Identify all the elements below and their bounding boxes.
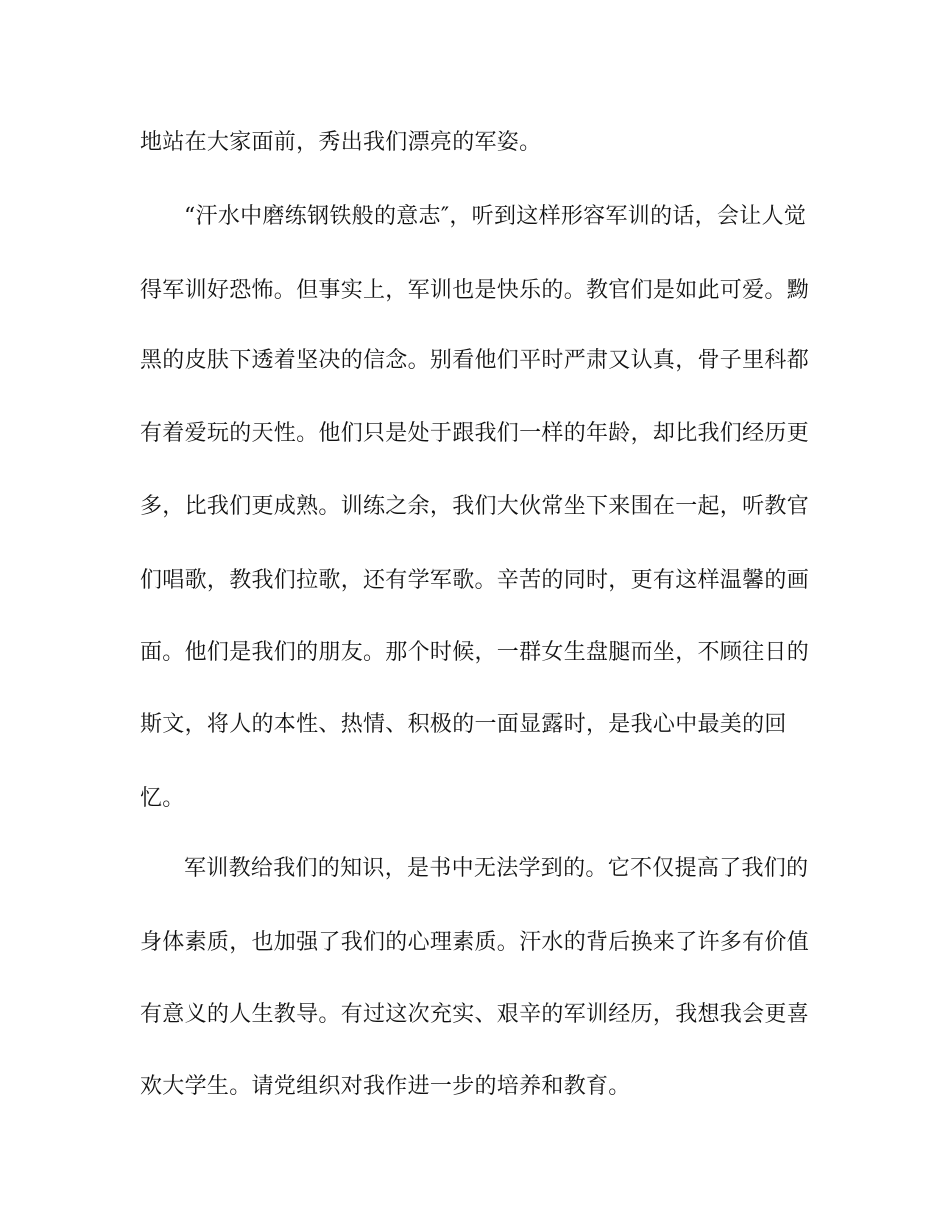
text-line: 有意义的人生教导。有过这次充实、艰辛的军训经历，我想我会更喜	[140, 1002, 810, 1027]
text-line: 斯文，将人的本性、热情、积极的一面显露时，是我心中最美的回	[140, 712, 787, 737]
text-line: 身体素质，也加强了我们的心理素质。汗水的背后换来了许多有价值	[140, 930, 810, 955]
text-line: 面。他们是我们的朋友。那个时候，一群女生盘腿而坐，不顾往日的	[140, 640, 810, 665]
text-line: 们唱歌，教我们拉歌，还有学军歌。辛苦的同时，更有这样温馨的画	[140, 568, 810, 593]
text-line: 有着爱玩的天性。他们只是处于跟我们一样的年龄，却比我们经历更	[140, 421, 810, 446]
text-line: 欢大学生。请党组织对我作进一步的培养和教育。	[140, 1074, 631, 1099]
text-line: 得军训好恐怖。但事实上，军训也是快乐的。教官们是如此可爱。黝	[140, 278, 810, 303]
paragraph-first-line: “汗水中磨练钢铁般的意志″，听到这样形容军训的话，会让人觉	[184, 204, 807, 229]
text-line: 地站在大家面前，秀出我们漂亮的军姿。	[140, 130, 542, 155]
text-line: 多，比我们更成熟。训练之余，我们大伙常坐下来围在一起，听教官	[140, 494, 810, 519]
text-line: 黑的皮肤下透着坚决的信念。别看他们平时严肃又认真，骨子里科都	[140, 348, 810, 373]
text-line: 忆。	[140, 786, 185, 811]
paragraph-first-line: 军训教给我们的知识，是书中无法学到的。它不仅提高了我们的	[184, 856, 809, 881]
